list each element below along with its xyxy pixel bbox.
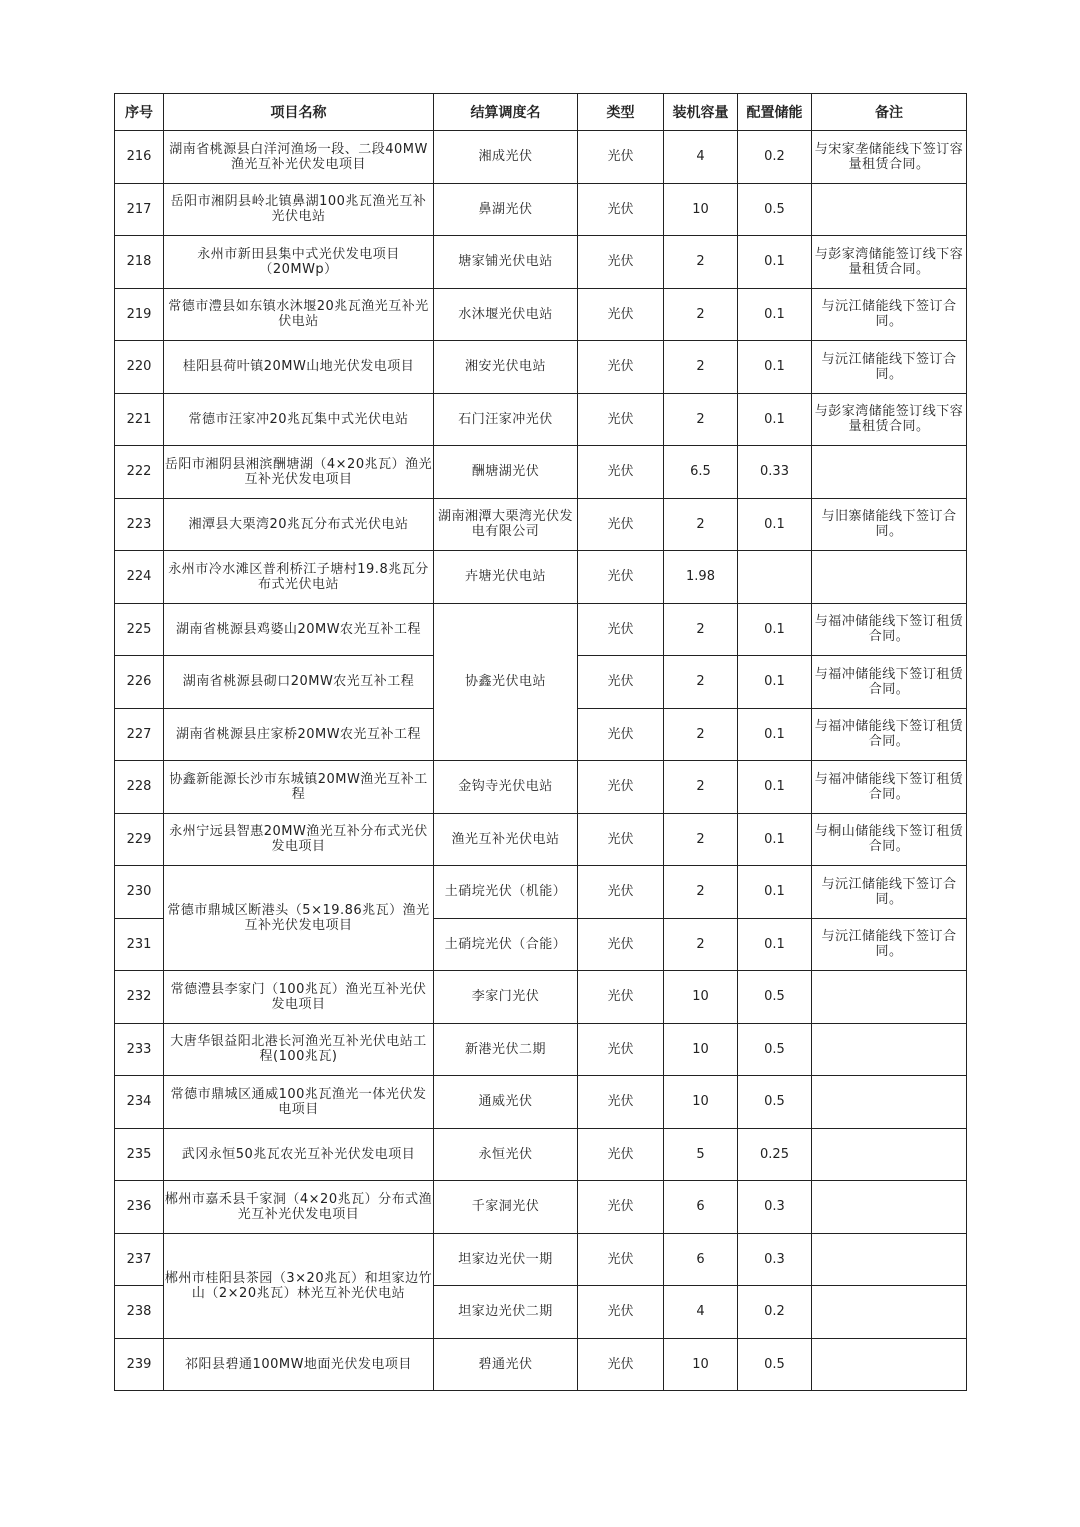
row-type: 光伏 <box>578 708 664 761</box>
row-capacity: 2 <box>664 236 738 289</box>
row-capacity: 6 <box>664 1181 738 1234</box>
row-name: 永州市新田县集中式光伏发电项目（20MWp） <box>164 236 434 289</box>
table-row <box>115 393 967 446</box>
row-storage: 0.5 <box>738 1338 812 1391</box>
row-note: 与福冲储能线下签订租赁合同。 <box>812 708 967 761</box>
col-header-storage: 配置储能 <box>738 94 812 131</box>
row-note: 与彭家湾储能签订线下容量租赁合同。 <box>812 393 967 446</box>
row-no: 225 <box>115 603 164 656</box>
row-note: 与福冲储能线下签订租赁合同。 <box>812 656 967 709</box>
row-capacity: 10 <box>664 1338 738 1391</box>
row-no: 217 <box>115 183 164 236</box>
row-storage: 0.3 <box>738 1181 812 1234</box>
row-settle: 千家洞光伏 <box>434 1181 578 1234</box>
row-storage: 0.5 <box>738 1023 812 1076</box>
row-no: 222 <box>115 446 164 499</box>
row-settle: 土硝垸光伏（合能） <box>434 918 578 971</box>
col-header-note: 备注 <box>812 94 967 131</box>
row-name: 桂阳县荷叶镇20MW山地光伏发电项目 <box>164 341 434 394</box>
col-header-settle: 结算调度名 <box>434 94 578 131</box>
col-header-capacity: 装机容量 <box>664 94 738 131</box>
row-no: 237 <box>115 1233 164 1286</box>
table-row <box>115 971 967 1024</box>
row-note <box>812 551 967 604</box>
row-note: 与沅江储能线下签订合同。 <box>812 341 967 394</box>
row-type: 光伏 <box>578 288 664 341</box>
row-name: 永州宁远县智惠20MW渔光互补分布式光伏发电项目 <box>164 813 434 866</box>
row-settle: 新港光伏二期 <box>434 1023 578 1076</box>
row-type: 光伏 <box>578 1181 664 1234</box>
table-row <box>115 446 967 499</box>
row-storage: 0.1 <box>738 656 812 709</box>
row-settle: 湖南湘潭大栗湾光伏发电有限公司 <box>434 498 578 551</box>
row-storage: 0.3 <box>738 1233 812 1286</box>
row-no: 220 <box>115 341 164 394</box>
row-capacity: 2 <box>664 393 738 446</box>
col-header-no: 序号 <box>115 94 164 131</box>
row-storage: 0.1 <box>738 813 812 866</box>
row-note: 与沅江储能线下签订合同。 <box>812 866 967 919</box>
row-note <box>812 1076 967 1129</box>
row-note <box>812 446 967 499</box>
row-note: 与沅江储能线下签订合同。 <box>812 288 967 341</box>
row-name: 湖南省桃源县白洋河渔场一段、二段40MW渔光互补光伏发电项目 <box>164 131 434 184</box>
row-note: 与桐山储能线下签订租赁合同。 <box>812 813 967 866</box>
table-row <box>115 341 967 394</box>
row-no: 229 <box>115 813 164 866</box>
row-capacity: 1.98 <box>664 551 738 604</box>
row-capacity: 2 <box>664 866 738 919</box>
row-settle: 协鑫光伏电站 <box>434 603 578 761</box>
table-row <box>115 551 967 604</box>
row-settle: 酬塘湖光伏 <box>434 446 578 499</box>
row-name: 常德市鼎城区断港头（5×19.86兆瓦）渔光互补光伏发电项目 <box>164 866 434 971</box>
row-no: 223 <box>115 498 164 551</box>
row-capacity: 2 <box>664 341 738 394</box>
row-storage: 0.1 <box>738 341 812 394</box>
row-note <box>812 1128 967 1181</box>
row-settle: 湘成光伏 <box>434 131 578 184</box>
row-capacity: 4 <box>664 1286 738 1339</box>
table-row <box>115 1233 967 1286</box>
row-type: 光伏 <box>578 918 664 971</box>
row-storage: 0.1 <box>738 708 812 761</box>
row-settle: 卉塘光伏电站 <box>434 551 578 604</box>
col-header-name: 项目名称 <box>164 94 434 131</box>
row-note: 与福冲储能线下签订租赁合同。 <box>812 761 967 814</box>
row-no: 218 <box>115 236 164 289</box>
row-storage: 0.1 <box>738 393 812 446</box>
row-type: 光伏 <box>578 341 664 394</box>
row-note: 与宋家垄储能线下签订容量租赁合同。 <box>812 131 967 184</box>
row-storage: 0.33 <box>738 446 812 499</box>
row-capacity: 10 <box>664 183 738 236</box>
row-name: 湖南省桃源县砌口20MW农光互补工程 <box>164 656 434 709</box>
row-storage: 0.1 <box>738 498 812 551</box>
row-settle: 湘安光伏电站 <box>434 341 578 394</box>
table-row <box>115 288 967 341</box>
table-row <box>115 183 967 236</box>
row-type: 光伏 <box>578 446 664 499</box>
row-name: 岳阳市湘阴县岭北镇鼻湖100兆瓦渔光互补光伏电站 <box>164 183 434 236</box>
row-no: 224 <box>115 551 164 604</box>
row-type: 光伏 <box>578 813 664 866</box>
row-capacity: 10 <box>664 1076 738 1129</box>
row-note: 与彭家湾储能签订线下容量租赁合同。 <box>812 236 967 289</box>
row-capacity: 2 <box>664 918 738 971</box>
row-storage: 0.25 <box>738 1128 812 1181</box>
table-row <box>115 603 967 656</box>
row-storage: 0.1 <box>738 603 812 656</box>
row-storage: 0.2 <box>738 1286 812 1339</box>
col-header-type: 类型 <box>578 94 664 131</box>
row-no: 235 <box>115 1128 164 1181</box>
row-type: 光伏 <box>578 183 664 236</box>
row-settle: 李家门光伏 <box>434 971 578 1024</box>
row-storage: 0.1 <box>738 761 812 814</box>
row-capacity: 6.5 <box>664 446 738 499</box>
row-name: 岳阳市湘阴县湘滨酬塘湖（4×20兆瓦）渔光互补光伏发电项目 <box>164 446 434 499</box>
row-note <box>812 1023 967 1076</box>
row-name: 常德市汪家冲20兆瓦集中式光伏电站 <box>164 393 434 446</box>
table-row <box>115 131 967 184</box>
row-no: 227 <box>115 708 164 761</box>
row-storage: 0.1 <box>738 236 812 289</box>
table-row <box>115 1128 967 1181</box>
row-type: 光伏 <box>578 1076 664 1129</box>
row-name: 湘潭县大栗湾20兆瓦分布式光伏电站 <box>164 498 434 551</box>
row-type: 光伏 <box>578 498 664 551</box>
row-capacity: 6 <box>664 1233 738 1286</box>
row-note <box>812 1286 967 1339</box>
row-name: 武冈永恒50兆瓦农光互补光伏发电项目 <box>164 1128 434 1181</box>
row-name: 大唐华银益阳北港长河渔光互补光伏电站工程(100兆瓦) <box>164 1023 434 1076</box>
row-no: 228 <box>115 761 164 814</box>
row-no: 219 <box>115 288 164 341</box>
row-type: 光伏 <box>578 656 664 709</box>
row-type: 光伏 <box>578 1233 664 1286</box>
row-name: 祁阳县碧通100MW地面光伏发电项目 <box>164 1338 434 1391</box>
table-row <box>115 1023 967 1076</box>
row-type: 光伏 <box>578 971 664 1024</box>
row-storage: 0.1 <box>738 866 812 919</box>
row-storage: 0.5 <box>738 183 812 236</box>
row-no: 216 <box>115 131 164 184</box>
row-storage <box>738 551 812 604</box>
row-no: 230 <box>115 866 164 919</box>
row-name: 湖南省桃源县鸡婆山20MW农光互补工程 <box>164 603 434 656</box>
row-no: 236 <box>115 1181 164 1234</box>
row-no: 233 <box>115 1023 164 1076</box>
row-capacity: 2 <box>664 813 738 866</box>
row-name: 郴州市桂阳县茶园（3×20兆瓦）和坦家边竹山（2×20兆瓦）林光互补光伏电站 <box>164 1233 434 1338</box>
row-note <box>812 1181 967 1234</box>
row-no: 238 <box>115 1286 164 1339</box>
table-row <box>115 761 967 814</box>
row-type: 光伏 <box>578 603 664 656</box>
table-row <box>115 1181 967 1234</box>
row-capacity: 2 <box>664 288 738 341</box>
table-row <box>115 498 967 551</box>
row-settle: 永恒光伏 <box>434 1128 578 1181</box>
row-note <box>812 1233 967 1286</box>
row-no: 221 <box>115 393 164 446</box>
table-row <box>115 236 967 289</box>
header-row <box>115 94 967 131</box>
row-type: 光伏 <box>578 1338 664 1391</box>
project-table <box>114 93 967 1391</box>
row-capacity: 2 <box>664 603 738 656</box>
row-name: 常德市鼎城区通威100兆瓦渔光一体光伏发电项目 <box>164 1076 434 1129</box>
row-note: 与沅江储能线下签订合同。 <box>812 918 967 971</box>
table-row <box>115 1338 967 1391</box>
row-type: 光伏 <box>578 393 664 446</box>
row-type: 光伏 <box>578 1128 664 1181</box>
row-settle: 鼻湖光伏 <box>434 183 578 236</box>
row-name: 常德市澧县如东镇水沐堰20兆瓦渔光互补光伏电站 <box>164 288 434 341</box>
row-storage: 0.2 <box>738 131 812 184</box>
row-type: 光伏 <box>578 131 664 184</box>
table-row <box>115 1076 967 1129</box>
row-storage: 0.1 <box>738 918 812 971</box>
row-capacity: 2 <box>664 498 738 551</box>
row-note <box>812 971 967 1024</box>
table-row <box>115 813 967 866</box>
row-type: 光伏 <box>578 551 664 604</box>
row-no: 231 <box>115 918 164 971</box>
row-settle: 塘家铺光伏电站 <box>434 236 578 289</box>
row-note <box>812 1338 967 1391</box>
row-settle: 渔光互补光伏电站 <box>434 813 578 866</box>
row-settle: 石门汪家冲光伏 <box>434 393 578 446</box>
row-capacity: 4 <box>664 131 738 184</box>
row-type: 光伏 <box>578 866 664 919</box>
row-type: 光伏 <box>578 236 664 289</box>
row-note <box>812 183 967 236</box>
row-note: 与福冲储能线下签订租赁合同。 <box>812 603 967 656</box>
row-capacity: 2 <box>664 656 738 709</box>
row-settle: 水沐堰光伏电站 <box>434 288 578 341</box>
row-type: 光伏 <box>578 761 664 814</box>
row-note: 与旧寨储能线下签订合同。 <box>812 498 967 551</box>
row-no: 239 <box>115 1338 164 1391</box>
row-storage: 0.1 <box>738 288 812 341</box>
row-capacity: 10 <box>664 971 738 1024</box>
row-settle: 坦家边光伏二期 <box>434 1286 578 1339</box>
row-name: 永州市冷水滩区普利桥江子塘村19.8兆瓦分布式光伏电站 <box>164 551 434 604</box>
row-settle: 坦家边光伏一期 <box>434 1233 578 1286</box>
row-type: 光伏 <box>578 1286 664 1339</box>
row-settle: 碧通光伏 <box>434 1338 578 1391</box>
row-settle: 土硝垸光伏（机能） <box>434 866 578 919</box>
row-name: 协鑫新能源长沙市东城镇20MW渔光互补工程 <box>164 761 434 814</box>
row-name: 湖南省桃源县庄家桥20MW农光互补工程 <box>164 708 434 761</box>
row-capacity: 2 <box>664 761 738 814</box>
row-no: 232 <box>115 971 164 1024</box>
row-name: 常德澧县李家门（100兆瓦）渔光互补光伏发电项目 <box>164 971 434 1024</box>
row-no: 226 <box>115 656 164 709</box>
row-no: 234 <box>115 1076 164 1129</box>
row-type: 光伏 <box>578 1023 664 1076</box>
row-settle: 金钩寺光伏电站 <box>434 761 578 814</box>
row-storage: 0.5 <box>738 971 812 1024</box>
row-storage: 0.5 <box>738 1076 812 1129</box>
row-name: 郴州市嘉禾县千家洞（4×20兆瓦）分布式渔光互补光伏发电项目 <box>164 1181 434 1234</box>
row-settle: 通威光伏 <box>434 1076 578 1129</box>
row-capacity: 2 <box>664 708 738 761</box>
row-capacity: 5 <box>664 1128 738 1181</box>
table-row <box>115 866 967 919</box>
row-capacity: 10 <box>664 1023 738 1076</box>
